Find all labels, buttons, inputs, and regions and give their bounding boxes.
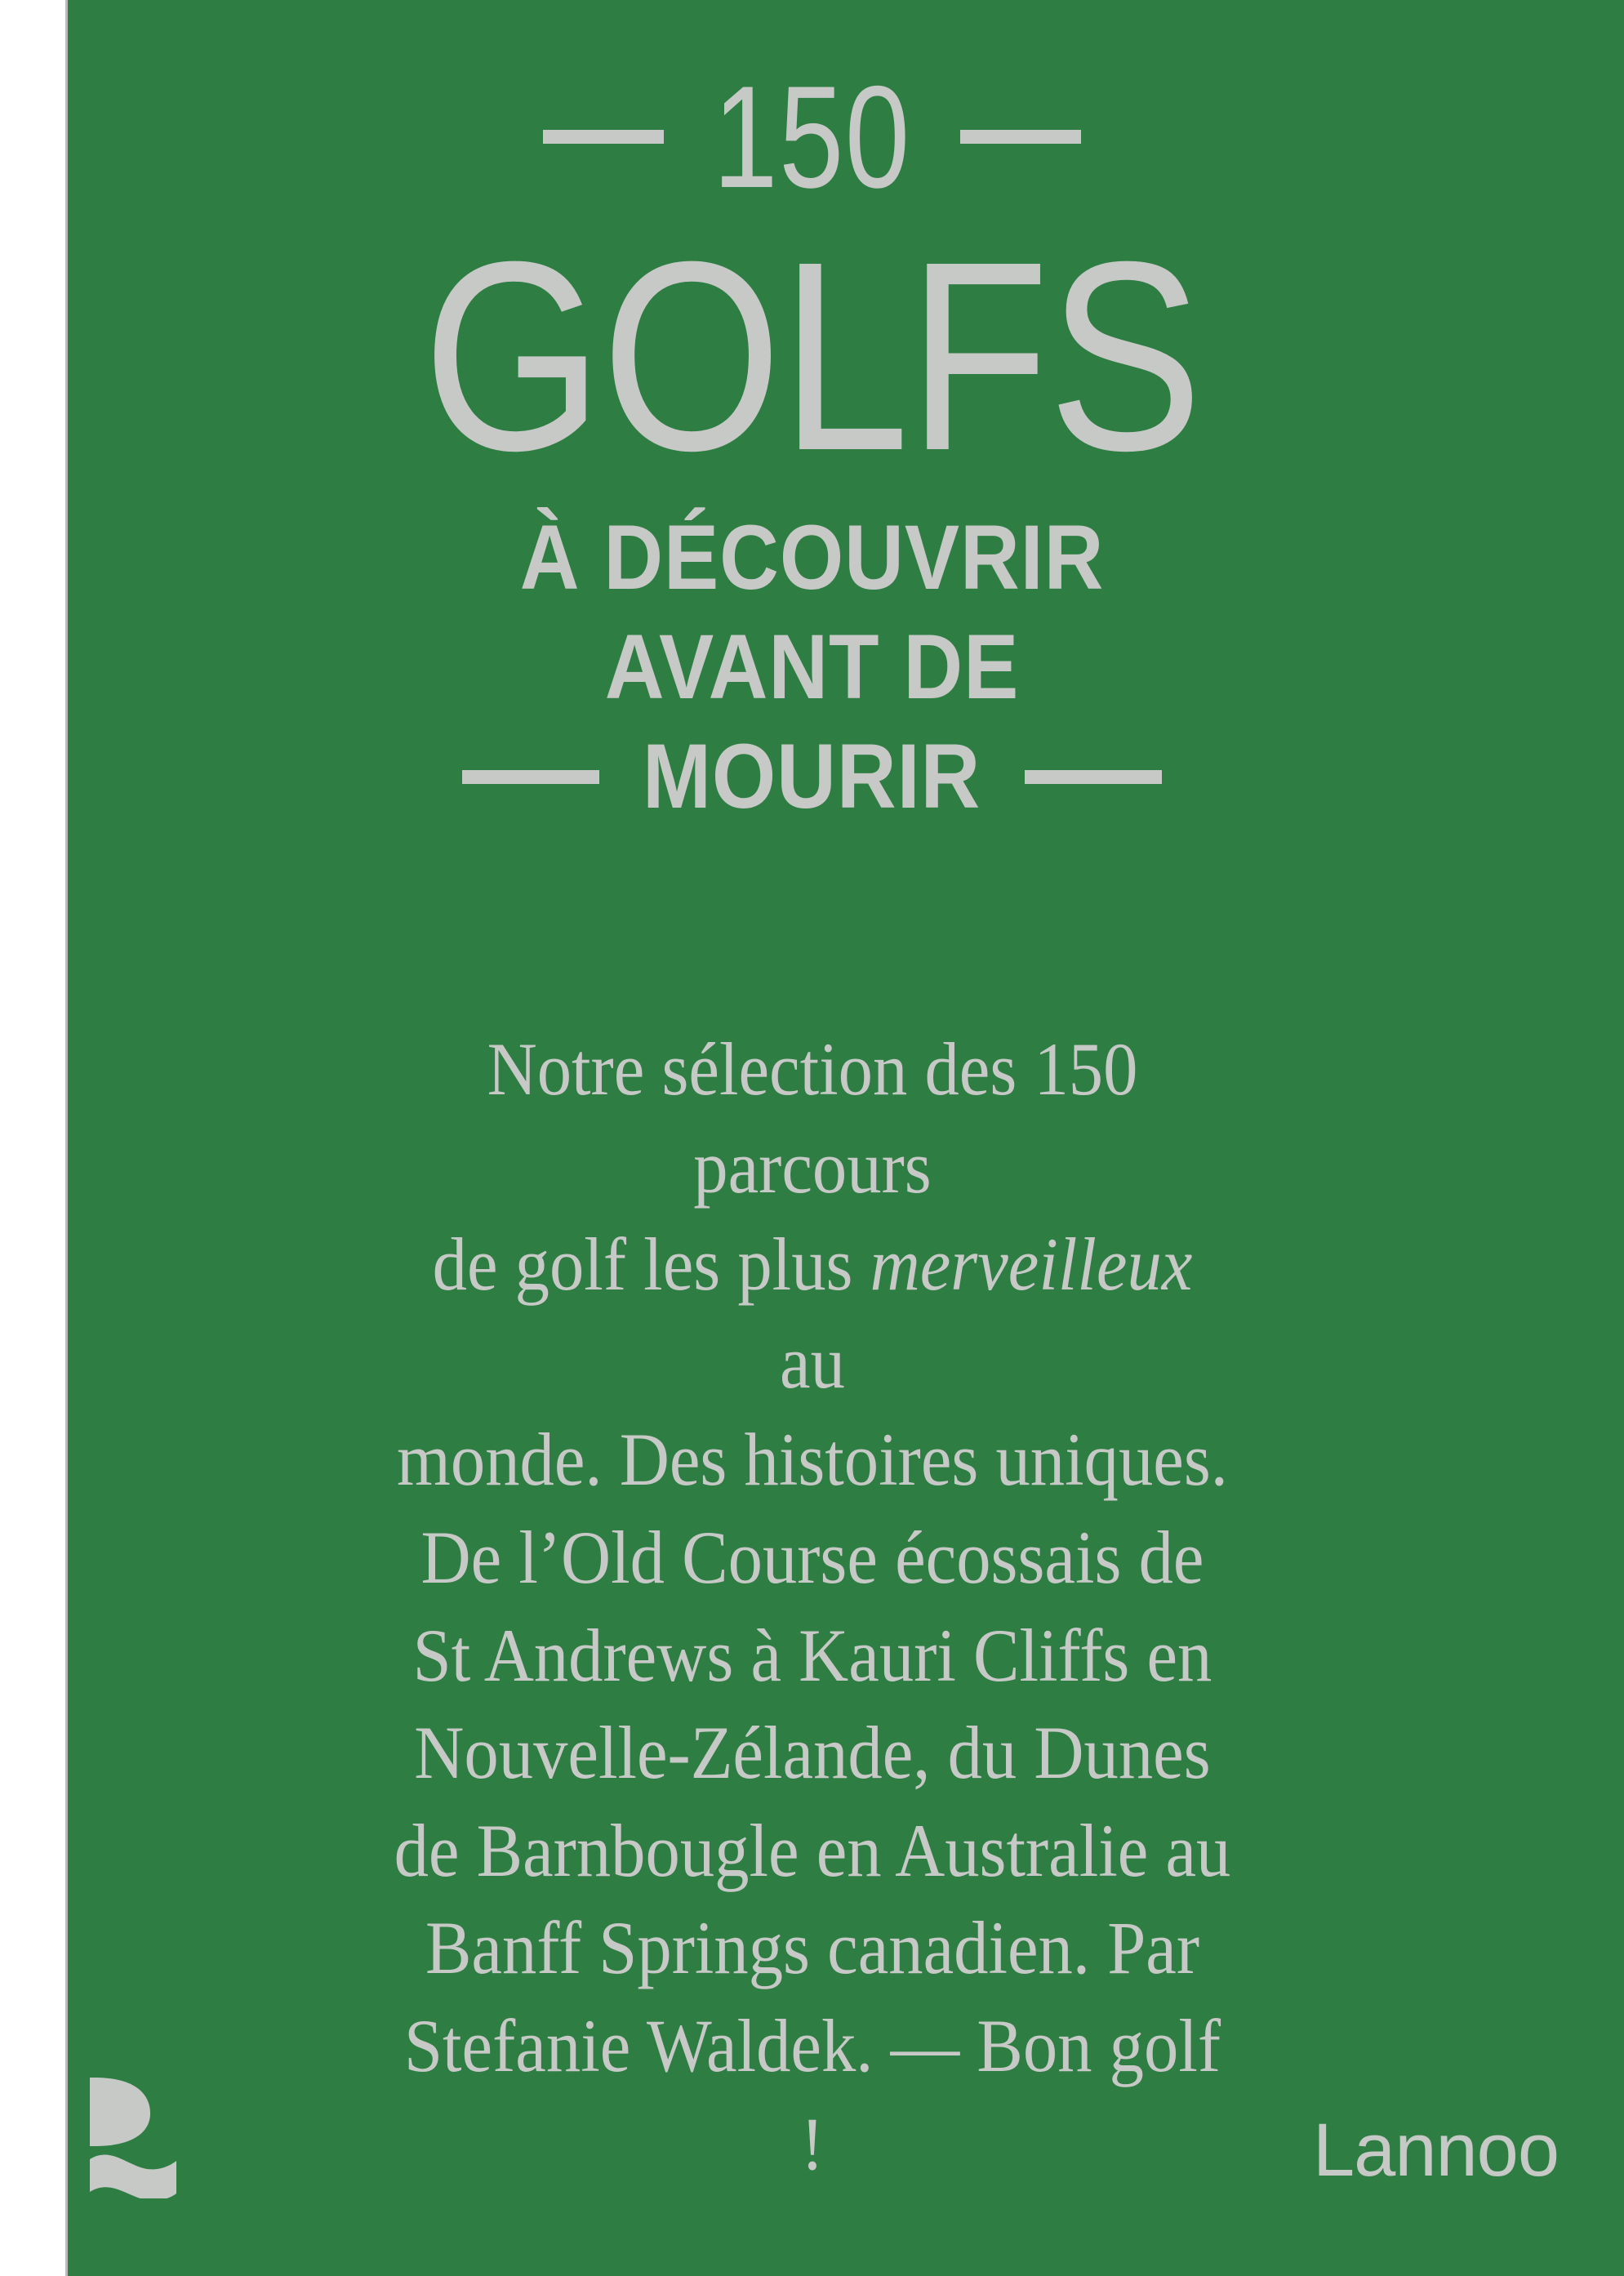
subtitle-line-3: MOURIR — [643, 725, 981, 828]
subtitle-line-3-row — [0, 725, 1624, 828]
blurb-line: de golf les plus merveilleux au — [432, 1223, 1192, 1404]
logo-bowl-shape — [90, 2078, 150, 2146]
logo-banner-shape — [90, 2155, 176, 2198]
left-dash-icon — [543, 130, 664, 144]
blurb-line: monde. Des histoires uniques. — [396, 1418, 1228, 1502]
margin-divider-line — [65, 0, 68, 2276]
title-block — [0, 56, 1624, 828]
blurb-line: Nouvelle-Zélande, du Dunes — [413, 1711, 1211, 1795]
blurb-line: Banff Springs canadien. Par — [425, 1906, 1199, 1990]
blurb-line: Stefanie Waldek. — Bon golf ! — [403, 2003, 1221, 2185]
book-count: 150 — [713, 56, 911, 218]
page-title: GOLFS — [422, 204, 1202, 506]
left-white-margin — [0, 0, 65, 2276]
blurb-line: de Barnbougle en Australie au — [394, 1808, 1230, 1892]
blurb-line: Notre sélection des 150 parcours — [487, 1027, 1137, 1209]
blurb-line: St Andrews à Kauri Cliffs en — [412, 1613, 1212, 1697]
count-row — [0, 56, 1624, 218]
lannoo-flag-l-icon — [90, 2078, 181, 2198]
publisher-wordmark: Lannoo — [1313, 2109, 1559, 2192]
blurb-emphasis: merveilleux — [870, 1223, 1192, 1307]
left-dash-icon-lower — [462, 770, 599, 784]
right-dash-icon-lower — [1025, 770, 1162, 784]
subtitle-line-2: AVANT DE — [604, 616, 1020, 719]
back-cover-blurb — [355, 1021, 1270, 2193]
right-dash-icon — [960, 130, 1081, 144]
subtitle-line-1: À DÉCOUVRIR — [519, 506, 1105, 609]
blurb-line: De l’Old Course écossais de — [420, 1515, 1204, 1599]
